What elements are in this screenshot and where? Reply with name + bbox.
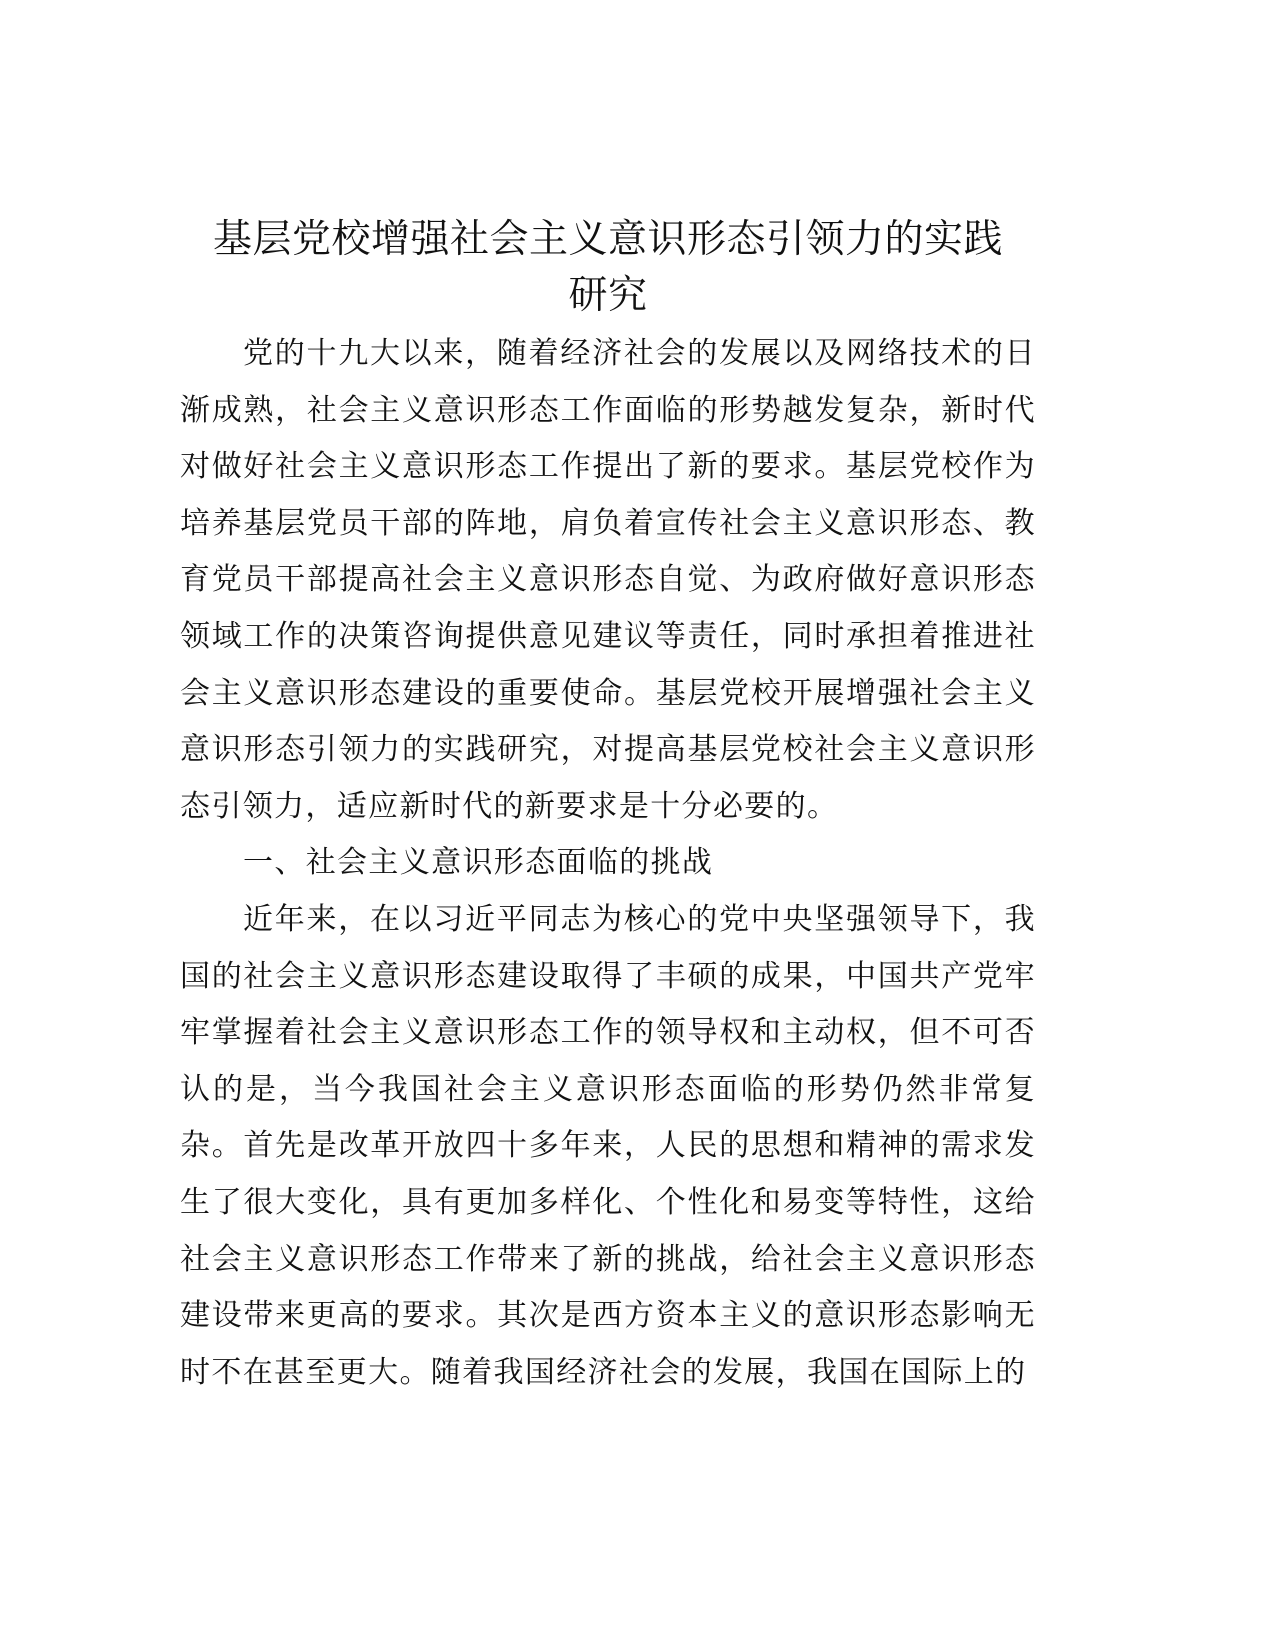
document-page bbox=[180, 212, 1036, 1401]
title-line-2: 研究 bbox=[568, 273, 648, 318]
body-paragraph-challenges: 近年来，在以习近平同志为核心的党中央坚强领导下，我国的社会主义意识形态建设取得了丰硕的成果，中国共产党牢牢掌握着社会主义意识形态工作的领导权和主动权，但不可否认的是，当今我国社会主义意识形态面临的形势仍然非常复杂。首先是改革开放四十多年来，人民的思想和精神的需求发生了很大变化，具有更加多样化、个性化和易变等特性，这给社会主义意识形态工作带来了新的挑战，给社会主义意识形态建设带来更高的要求。其次是西方资本主义的意识形态影响无时不在甚至更大。随着我国经济社会的发展，我国在国际上的 bbox=[180, 901, 1036, 1390]
title-line-1: 基层党校增强社会主义意识形态引领力的实践 bbox=[212, 217, 1003, 262]
document-title bbox=[180, 212, 1036, 324]
section-heading-1: 一、社会主义意识形态面临的挑战 bbox=[243, 845, 714, 881]
body-paragraph-intro: 党的十九大以来，随着经济社会的发展以及网络技术的日渐成熟，社会主义意识形态工作面临的形势越发复杂，新时代对做好社会主义意识形态工作提出了新的要求。基层党校作为培养基层党员干部的阵地，肩负着宣传社会主义意识形态、教育党员干部提高社会主义意识形态自觉、为政府做好意识形态领域工作的决策咨询提供意见建议等责任，同时承担着推进社会主义意识形态建设的重要使命。基层党校开展增强社会主义意识形态引领力的实践研究，对提高基层党校社会主义意识形态引领力，适应新时代的新要求是十分必要的。 bbox=[180, 336, 1036, 824]
